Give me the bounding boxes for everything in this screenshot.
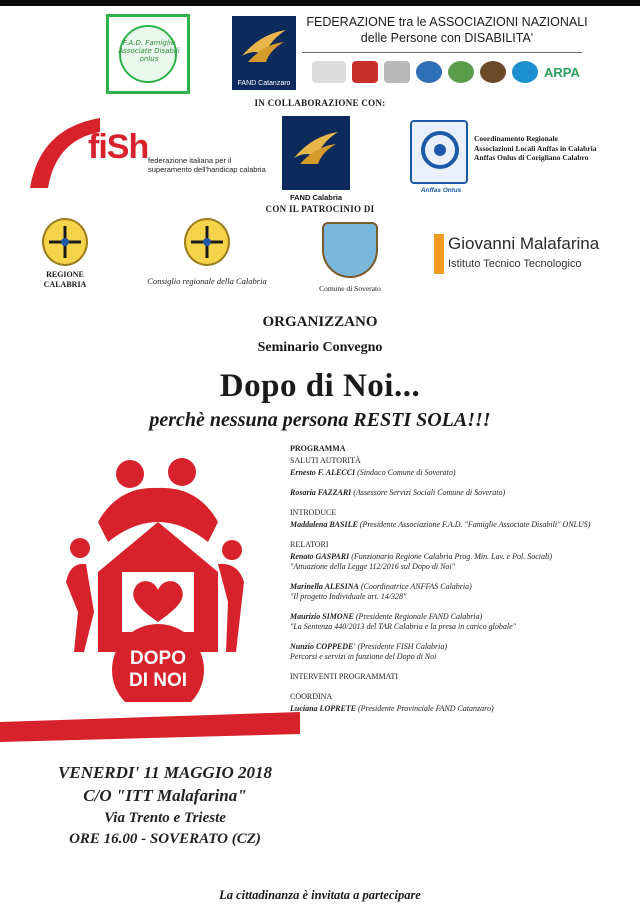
speaker-role: (Funzionario Regione Calabria Prog. Min. Lav. e Pol. Sociali): [351, 552, 553, 561]
fish-subtitle: federazione italiana per il superamento dell'handicap calabria: [148, 156, 266, 174]
program-list: [290, 444, 636, 714]
member-logo-icon: [312, 61, 346, 83]
speaker-name: Rosaria FAZZARI: [290, 488, 352, 497]
collab-heading: IN COLLABORAZIONE CON:: [254, 98, 386, 108]
speaker-role: (Presidente Provinciale FAND Catanzaro): [358, 704, 494, 713]
federation-line1: FEDERAZIONE tra le ASSOCIAZIONI NAZIONALI: [306, 15, 588, 29]
anffas-logo: [410, 120, 468, 194]
program-heading: PROGRAMMA: [290, 444, 346, 453]
arpa-logo: ARPA: [544, 64, 580, 80]
speaker-name: Nunzio COPPEDE': [290, 642, 356, 651]
federation-member-logos: [312, 58, 602, 86]
event-street: Via Trento e Trieste: [104, 810, 226, 826]
bird-icon: [292, 128, 340, 168]
program-section-interventi: INTERVENTI PROGRAMMATI: [290, 672, 399, 681]
logo-line1: DOPO: [130, 648, 186, 669]
event-date: VENERDI' 11 MAGGIO 2018: [58, 763, 272, 782]
federation-divider: [302, 52, 582, 53]
program-speaker: [290, 520, 636, 530]
consiglio-regionale-logo: [124, 218, 290, 286]
federation-line2: delle Persone con DISABILITA': [360, 31, 534, 45]
speaker-name: Marinella ALESINA: [290, 582, 359, 591]
event-subtitle: perchè nessuna persona RESTI SOLA!!!: [149, 409, 491, 431]
coord-line1: Coordinamento Regionale: [474, 134, 558, 143]
speaker-name: Ernesto F. ALECCI: [290, 468, 356, 477]
event-type: Seminario Convegno: [257, 340, 383, 355]
top-border: [0, 0, 640, 6]
event-time: ORE 16.00 - SOVERATO (CZ): [69, 831, 261, 847]
speaker-name: Maurizio SIMONE: [290, 612, 354, 621]
member-logo-icon: [512, 61, 538, 83]
speaker-name: Luciana LOPRETE: [290, 704, 357, 713]
organizzano-heading: ORGANIZZANO: [262, 314, 378, 330]
itt-bar-icon: [434, 234, 444, 274]
coord-line3: Anffas Onlus di Corigliano Calabro: [474, 153, 589, 162]
itt-subtitle: Istituto Tecnico Tecnologico: [448, 258, 582, 270]
anffas-emblem-icon: [420, 130, 460, 170]
bird-icon: [240, 26, 288, 66]
regione-caption: REGIONE CALABRIA: [43, 270, 87, 289]
event-venue: C/O "ITT Malafarina": [83, 786, 247, 805]
program-speaker: [290, 704, 636, 714]
speaker-topic: "La Sentenza 440/2013 del TAR Calabria e la presa in carico globale": [290, 622, 517, 631]
fad-logo-text: F.A.D. Famiglie Associate Disabili onlus: [118, 39, 180, 63]
program-section-coordina: COORDINA: [290, 692, 333, 701]
speaker-topic: "Il progetto Individuale art. 14/328": [290, 592, 407, 601]
comune-soverato-logo: [300, 222, 400, 293]
speaker-role: (Presidente Regionale FAND Calabria): [355, 612, 483, 621]
member-logo-icon: [480, 61, 506, 83]
speaker-topic: "Attuazione della Legge 112/2016 sul Dopo di Noi": [290, 562, 456, 571]
dopo-di-noi-logo: [58, 452, 258, 702]
fad-logo: [106, 14, 190, 94]
event-title: Dopo di Noi...: [219, 368, 421, 404]
program-speaker: [290, 468, 636, 478]
comune-caption: Comune di Soverato: [319, 284, 381, 293]
anffas-caption: Anffas Onlus: [420, 187, 462, 194]
program-section-saluti: SALUTI AUTORITÀ: [290, 456, 361, 465]
itt-name: Giovanni Malafarina: [448, 234, 600, 253]
comune-shield-icon: [322, 222, 378, 278]
program-speaker: [290, 552, 636, 562]
member-logo-icon: [448, 61, 474, 83]
speaker-role: (Assessore Servizi Sociali Comune di Soverato): [353, 488, 506, 497]
member-logo-icon: [416, 61, 442, 83]
speaker-role: (Presidente FISH Calabria): [357, 642, 448, 651]
fish-word: fiSh: [88, 128, 149, 166]
regione-calabria-logo: [30, 218, 100, 298]
member-logo-icon: [352, 61, 378, 83]
federation-title: [302, 14, 592, 46]
consiglio-caption: Consiglio regionale della Calabria: [147, 276, 267, 286]
fand-catanzaro-logo: [232, 16, 296, 90]
footer-invitation: La cittadinanza è invitata a partecipare: [219, 888, 421, 902]
speaker-name: Renato GASPARI: [290, 552, 350, 561]
logo-line2: DI NOI: [128, 670, 188, 691]
speaker-role: (Sindaco Comune di Soverato): [357, 468, 456, 477]
program-speaker: [290, 612, 636, 622]
program-section-introduce: INTRODUCE: [290, 508, 337, 517]
coordinamento-text: [474, 134, 624, 163]
member-logo-icon: [384, 61, 410, 83]
fand-caption: FAND Catanzaro: [237, 80, 291, 87]
coord-line2: Associazioni Locali Anffas in Calabria: [474, 143, 597, 153]
fand-calabria-caption: FAND Calabria: [289, 193, 343, 202]
patronage-heading: CON IL PATROCINIO DI: [265, 204, 375, 214]
speaker-topic: Percorsi e servizi in funzione del Dopo di Noi: [290, 652, 437, 661]
program-speaker: [290, 582, 636, 592]
itt-malafarina-logo: [434, 228, 614, 288]
logo-base-stripe: [0, 712, 300, 742]
event-details: [30, 762, 300, 850]
speaker-role: (Coordinatrice ANFFAS Calabria): [360, 582, 472, 591]
program-speaker: [290, 642, 636, 652]
fish-logo: [30, 118, 266, 198]
speaker-name: Maddalena BASILE: [290, 520, 358, 529]
regione-crest-icon: [42, 218, 88, 266]
program-section-relatori: RELATORI: [290, 540, 329, 549]
program-speaker: [290, 488, 636, 498]
consiglio-crest-icon: [184, 218, 230, 266]
speaker-role: (Presidente Associazione F.A.D. "Famiglie Associate Disabili" ONLUS): [359, 520, 591, 529]
fand-calabria-logo: [282, 116, 350, 202]
